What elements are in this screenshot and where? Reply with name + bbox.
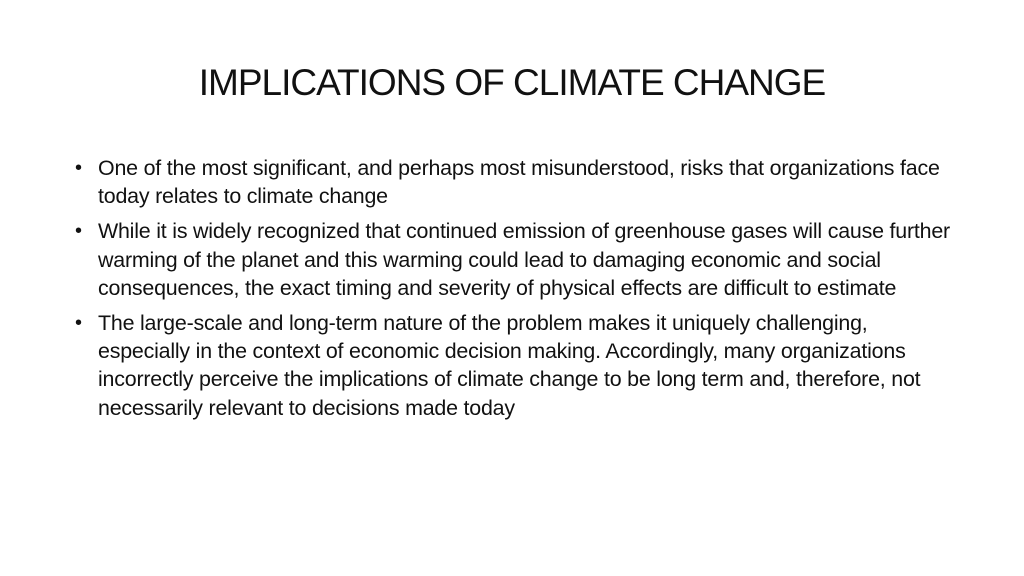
bullet-text: While it is widely recognized that continued emission of greenhouse gases will cause further warming of the planet and this warming could lead to damaging economic and social consequences, the exact timing and severity of physical effects are difficult to estimate (98, 219, 950, 300)
bullet-list (74, 154, 954, 429)
bullet-text: The large-scale and long-term nature of the problem makes it uniquely challenging, especially in the context of economic decision making. Accordingly, many organizations incorrectly perceive the implications of climate change to be long term and, therefore, not necessarily relevant to decisions made today (98, 311, 921, 420)
bullet-item (74, 309, 954, 422)
bullet-text: One of the most significant, and perhaps most misunderstood, risks that organizations face today relates to climate change (98, 156, 940, 209)
bullet-item (74, 217, 954, 302)
slide-title: IMPLICATIONS OF CLIMATE CHANGE (198, 62, 826, 103)
bullet-item (74, 154, 954, 210)
bullet-icon: • (75, 312, 82, 335)
bullet-icon: • (75, 220, 82, 243)
bullet-icon: • (75, 157, 82, 179)
